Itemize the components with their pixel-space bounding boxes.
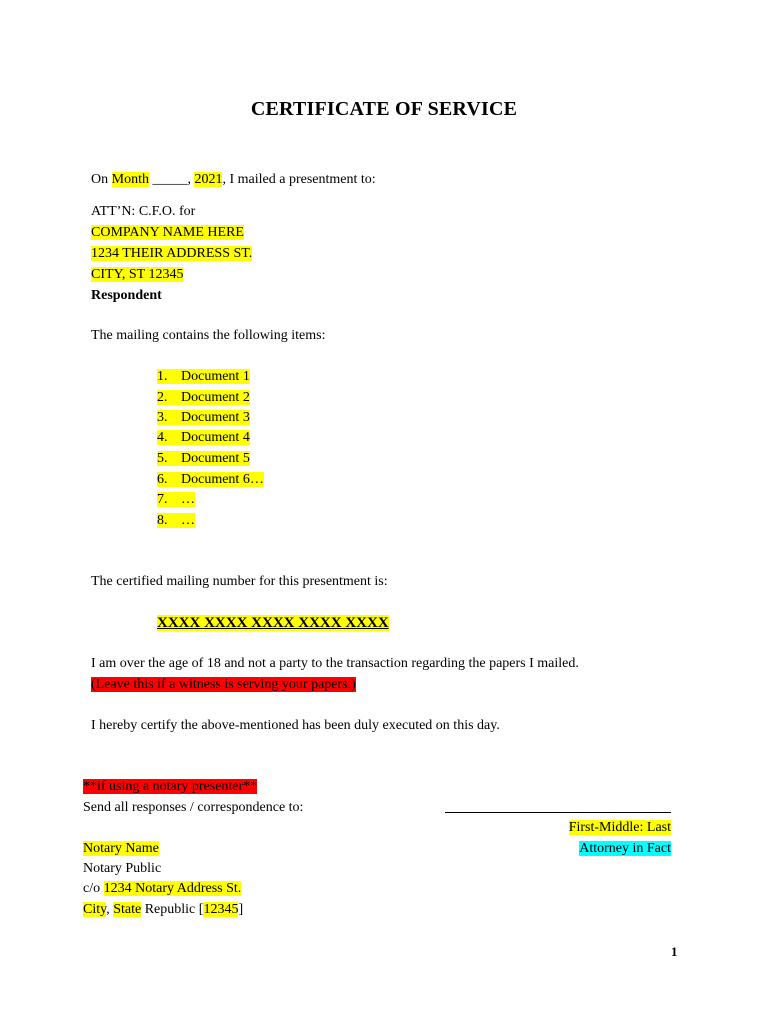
document-title: CERTIFICATE OF SERVICE bbox=[250, 98, 518, 120]
recipient-role: Respondent bbox=[91, 288, 162, 303]
notary-address: 1234 Notary Address St. bbox=[103, 881, 242, 896]
list-item-text: Document 3 bbox=[181, 410, 250, 425]
notary-city: City bbox=[83, 902, 107, 917]
notary-city-line bbox=[83, 901, 243, 919]
list-item-text: Document 2 bbox=[181, 390, 250, 405]
list-item bbox=[157, 429, 250, 447]
notary-sep: , bbox=[106, 902, 114, 917]
recipient-city-state: CITY, ST bbox=[91, 267, 149, 282]
mailing-number: XXXX XXXX XXXX XXXX XXXX bbox=[157, 615, 389, 631]
signature-line bbox=[445, 812, 671, 813]
list-item-text: Document 5 bbox=[181, 451, 250, 466]
signer-title-line bbox=[579, 840, 671, 858]
list-item bbox=[157, 389, 250, 407]
recipient-company: COMPANY NAME HERE bbox=[91, 225, 244, 240]
notary-name-line bbox=[83, 840, 159, 858]
notary-name: Notary Name bbox=[83, 841, 159, 856]
list-item-text: Document 4 bbox=[181, 430, 250, 445]
notary-title: Notary Public bbox=[83, 861, 162, 876]
list-item-number: 8. bbox=[157, 513, 168, 528]
recipient-address: 1234 THEIR ADDRESS ST. bbox=[91, 246, 253, 261]
signer-name-line bbox=[569, 819, 671, 837]
intro-year: 2021 bbox=[194, 172, 223, 187]
list-item-number: 2. bbox=[157, 390, 168, 405]
notary-note: **if using a notary presenter** bbox=[83, 779, 258, 794]
list-item-number: 1. bbox=[157, 369, 168, 384]
mailing-intro: The certified mailing number for this presentment is: bbox=[91, 574, 388, 589]
recipient-zip: 12345 bbox=[148, 267, 184, 282]
notary-address-line bbox=[83, 880, 241, 898]
intro-month: Month bbox=[111, 172, 149, 187]
notary-state: State bbox=[113, 902, 142, 917]
notary-close: ] bbox=[238, 902, 244, 917]
send-to-label: Send all responses / correspondence to: bbox=[83, 800, 304, 815]
intro-blank: _____, bbox=[148, 172, 195, 187]
notary-republic: Republic [ bbox=[141, 902, 204, 917]
list-item-text: Document 1 bbox=[181, 369, 250, 384]
list-item-text: Document 6… bbox=[181, 472, 264, 487]
list-item bbox=[157, 368, 250, 386]
list-item bbox=[157, 512, 195, 530]
list-item bbox=[157, 491, 195, 509]
notary-zip: 12345 bbox=[203, 902, 239, 917]
age-statement: I am over the age of 18 and not a party to the transaction regarding the papers I mailed. bbox=[91, 656, 579, 671]
signer-name: First-Middle: Last bbox=[568, 820, 671, 835]
list-item-number: 5. bbox=[157, 451, 168, 466]
notary-co-prefix: c/o bbox=[83, 881, 104, 896]
recipient-address-line bbox=[91, 245, 252, 263]
list-item-number: 7. bbox=[157, 492, 168, 507]
certify-statement: I hereby certify the above-mentioned has been duly executed on this day. bbox=[91, 718, 500, 733]
intro-suffix: , I mailed a presentment to: bbox=[222, 172, 376, 187]
items-intro: The mailing contains the following items: bbox=[91, 328, 326, 343]
recipient-city-line bbox=[91, 266, 183, 284]
notary-note-line bbox=[83, 778, 257, 796]
signer-title: Attorney in Fact bbox=[579, 841, 671, 856]
recipient-attn: ATT’N: C.F.O. for bbox=[91, 204, 196, 219]
intro-prefix: On bbox=[91, 172, 112, 187]
list-item-number: 3. bbox=[157, 410, 168, 425]
intro-line bbox=[91, 171, 376, 189]
list-item bbox=[157, 409, 250, 427]
witness-note: (Leave this if a witness is serving your papers.) bbox=[91, 677, 356, 692]
page-number: 1 bbox=[671, 944, 678, 959]
list-item-number: 4. bbox=[157, 430, 168, 445]
list-item-text: … bbox=[181, 513, 195, 528]
list-item bbox=[157, 450, 250, 468]
list-item bbox=[157, 471, 264, 489]
mailing-number-line bbox=[157, 614, 389, 633]
list-item-text: … bbox=[181, 492, 195, 507]
list-item-number: 6. bbox=[157, 472, 168, 487]
witness-note-line bbox=[91, 676, 356, 694]
recipient-company-line bbox=[91, 224, 244, 242]
